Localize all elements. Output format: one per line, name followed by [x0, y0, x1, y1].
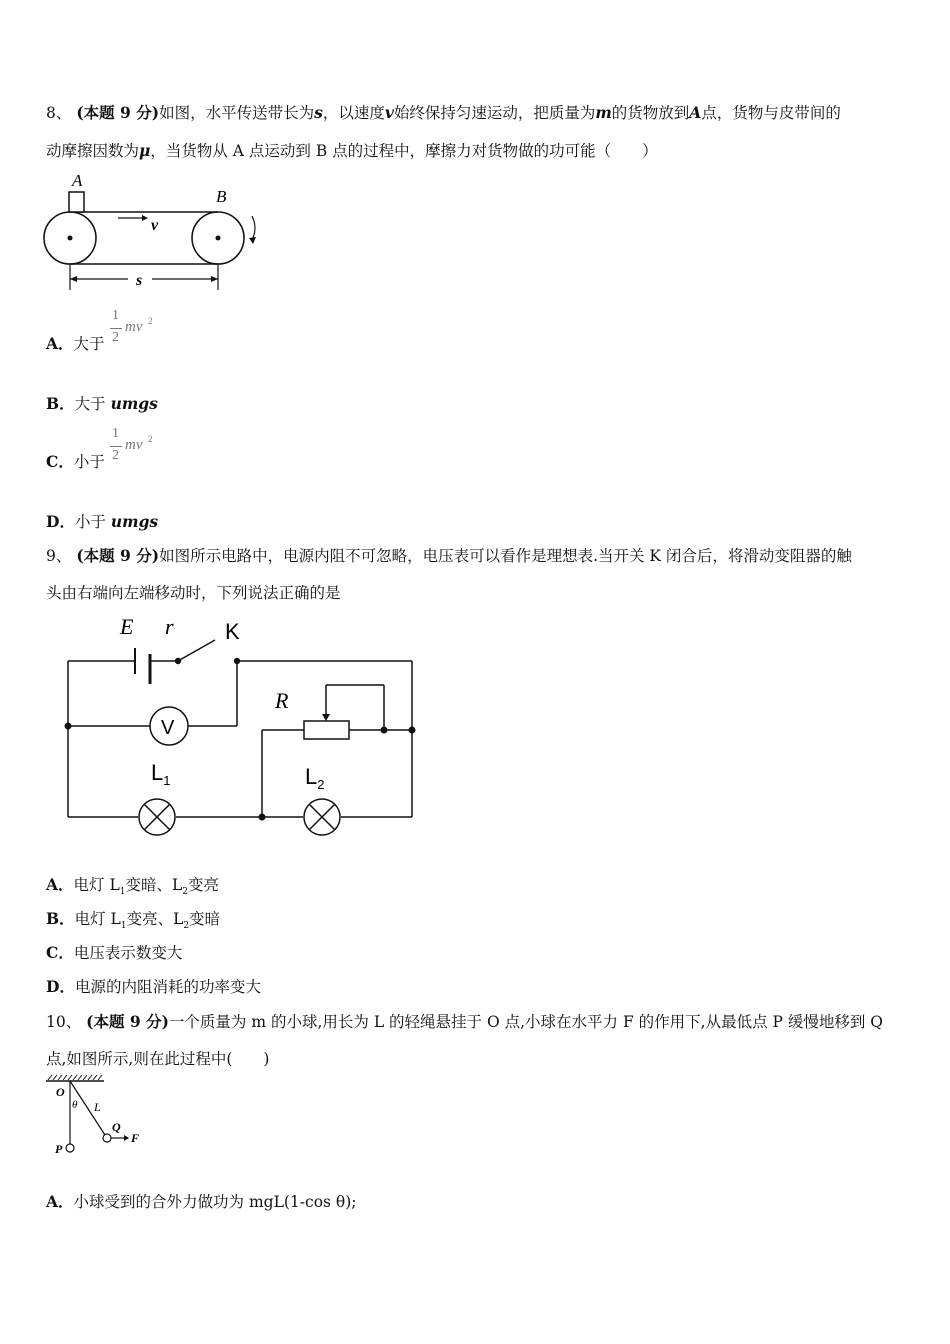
q10-line2: 点,如图所示,则在此过程中( ): [46, 1050, 270, 1068]
svg-text:B: B: [216, 187, 227, 206]
svg-text:V: V: [161, 717, 175, 739]
conveyor-belt-figure: [40, 168, 270, 293]
q8-option-d: D．小于 umgs: [46, 512, 159, 531]
svg-text:O: O: [56, 1085, 65, 1099]
svg-text:L1: $L_1$: [151, 760, 171, 788]
svg-text:K: K: [225, 619, 240, 644]
q10-line1: 10、 (本题 9 分)一个质量为 m 的小球,用长为 L 的轻绳悬挂于 O 点,小球在水平力 F 的作用下,从最低点 P 缓慢地移到 Q: [46, 1012, 883, 1031]
q8-option-b: B．大于 umgs: [46, 394, 158, 413]
pendulum-figure: [42, 1074, 152, 1164]
svg-text:L: L: [94, 1100, 101, 1114]
q8-line1: 8、 (本题 9 分)如图，水平传送带长为s，以速度v始终保持匀速运动，把质量为m的货物放到A点，货物与皮带间的: [46, 103, 841, 122]
svg-text:L2: $L_2$: [305, 764, 325, 792]
circuit-diagram: [55, 610, 435, 845]
q9-line1: 9、 (本题 9 分)如图所示电路中，电源内阻不可忽略，电压表可以看作是理想表.当开关 K 闭合后，将滑动变阻器的触: [46, 546, 852, 565]
svg-text:P: P: [55, 1142, 63, 1156]
svg-text:Q: Q: [112, 1120, 121, 1134]
svg-text:θ: θ: [72, 1099, 78, 1111]
q9-option-d: D．电源的内阻消耗的功率变大: [46, 977, 261, 996]
svg-text:s: s: [136, 272, 143, 289]
svg-text:r: r: [165, 614, 174, 639]
q10-option-a: A．小球受到的合外力做功为 mgL(1-cos θ);: [46, 1192, 357, 1211]
q9-option-b: B．电灯 $L_1$变亮、$L_2$变暗: [46, 909, 221, 932]
svg-text:A: A: [72, 171, 83, 190]
q9-line2: 头由右端向左端移动时，下列说法正确的是: [46, 584, 341, 602]
q9-option-a: A．电灯 $L_1$变暗、$L_2$变亮: [46, 875, 220, 898]
svg-text:F: F: [131, 1131, 140, 1145]
svg-text:R: R: [275, 688, 289, 713]
svg-text:E: E: [120, 614, 134, 639]
q8-line2: 动摩擦因数为μ，当货物从 A 点运动到 B 点的过程中，摩擦力对货物做的功可能（ ）: [46, 141, 658, 160]
svg-text:v: v: [151, 217, 159, 234]
q8-option-c: C．小于: [46, 452, 105, 471]
q8-option-a: A．大于: [46, 334, 105, 353]
q9-option-c: C．电压表示数变大: [46, 943, 183, 962]
